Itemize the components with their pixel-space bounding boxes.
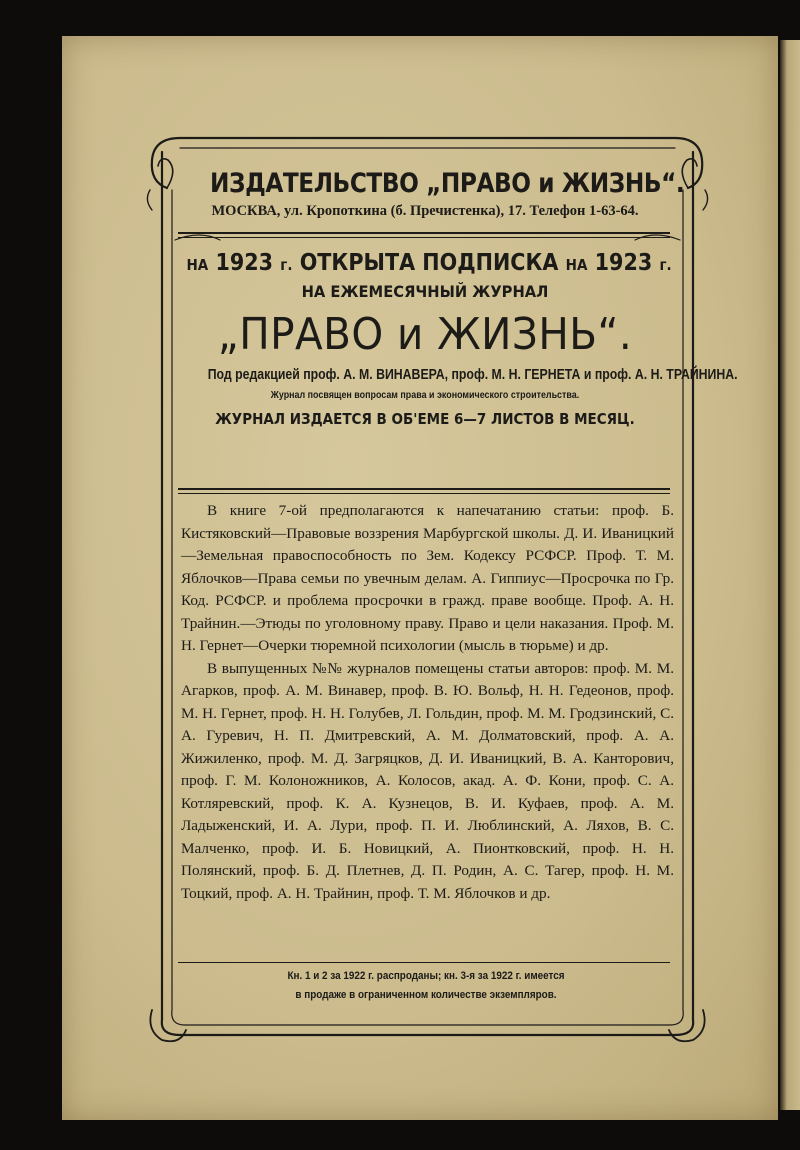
headline-year-suffix-left: г. xyxy=(280,256,293,274)
body-rule-thick xyxy=(178,488,670,490)
publisher-address: МОСКВА, ул. Кропоткина (б. Пречистенка), 17. Телефон 1-63-64. xyxy=(211,203,639,219)
upcoming-articles-paragraph: В книге 7-ой предполагаются к напечатанию статьи: проф. Б. Кистяковский—Правовые воззрения Марбургской школы. Д. И. Иваницкий—Земельная правоспособность по Зем. Кодексу РСФСР. Проф. Т. М. Яблочков—Права семьи по увечным делам. А. Гиппиус—Просрочка по Гр. Код. РСФСР. и проблема просрочки в гражд. праве вообще. Проф. А. Н. Трайнин.—Этюды по уголовному праву. Право и цели наказания. Проф. М. Н. Гернет—Очерки тюремной психологии (мысль в тюрьме) и др. xyxy=(181,502,674,654)
footer-rule xyxy=(178,962,670,963)
headline-year-right: 1923 xyxy=(594,250,653,276)
publisher-header xyxy=(175,168,685,220)
headline-year-left: 1923 xyxy=(215,250,274,276)
header-rule-thin xyxy=(178,237,670,238)
journal-title: „ПРАВО и ЖИЗНЬ“. xyxy=(217,309,633,360)
body-rule-thin xyxy=(178,493,670,494)
headline-text: ОТКРЫТА ПОДПИСКА xyxy=(299,250,559,276)
adjacent-page-edge xyxy=(780,40,800,1110)
volume-line: ЖУРНАЛ ИЗДАЕТСЯ В ОБ'ЕМЕ 6—7 ЛИСТОВ В МЕСЯЦ. xyxy=(215,410,635,428)
publisher-title: ИЗДАТЕЛЬСТВО „ПРАВО и ЖИЗНЬ“. xyxy=(210,168,685,199)
footer-line-2: в продаже в ограниченном количестве экземпляров. xyxy=(295,989,557,1001)
footer-note xyxy=(180,967,672,1005)
subscription-headline xyxy=(186,250,672,276)
headline-prefix-right: НА xyxy=(565,256,588,274)
headline-year-suffix-right: г. xyxy=(659,256,672,274)
editors-line: Под редакцией проф. А. М. ВИНАВЕРА, проф. М. Н. ГЕРНЕТА и проф. А. Н. ТРАЙНИНА. xyxy=(207,366,738,383)
subscription-announcement xyxy=(160,250,738,428)
headline-prefix: НА xyxy=(186,256,209,274)
monthly-journal-line: НА ЕЖЕМЕСЯЧНЫЙ ЖУРНАЛ xyxy=(301,282,549,301)
header-rule-thick xyxy=(178,232,670,234)
published-authors-paragraph: В выпущенных №№ журналов помещены статьи авторов: проф. М. М. Агарков, проф. А. М. Винавер, проф. В. Ю. Вольф, Н. Н. Гедеонов, проф. М. Н. Гернет, проф. Н. Н. Голубев, Л. Гольдин, проф. М. М. Гродзинский, С. А. Гуревич, Н. П. Дмитревский, А. М. Долматовский, проф. А. А. Жижиленко, проф. М. Д. Загряцков, Д. И. Иваницкий, В. А. Канторович, проф. Г. М. Колоножников, А. Колосов, акад. А. Ф. Кони, проф. С. А. Котляревский, проф. К. А. Кузнецов, В. И. Куфаев, проф. А. М. Ладыженский, И. А. Лури, проф. П. И. Люблинский, А. Ляхов, В. С. Малченко, проф. И. Б. Новицкий, А. Пионтковский, проф. Н. Н. Полянский, проф. Б. Д. Плетнев, Д. П. Родин, А. С. Тагер, проф. Н. М. Тоцкий, проф. А. Н. Трайнин, проф. Т. М. Яблочков и др. xyxy=(181,659,674,902)
footer-line-1: Кн. 1 и 2 за 1922 г. распроданы; кн. 3-я за 1922 г. имеется xyxy=(287,970,565,982)
article-list xyxy=(181,500,674,905)
dedication-line: Журнал посвящен вопросам права и экономического строительства. xyxy=(270,389,580,401)
